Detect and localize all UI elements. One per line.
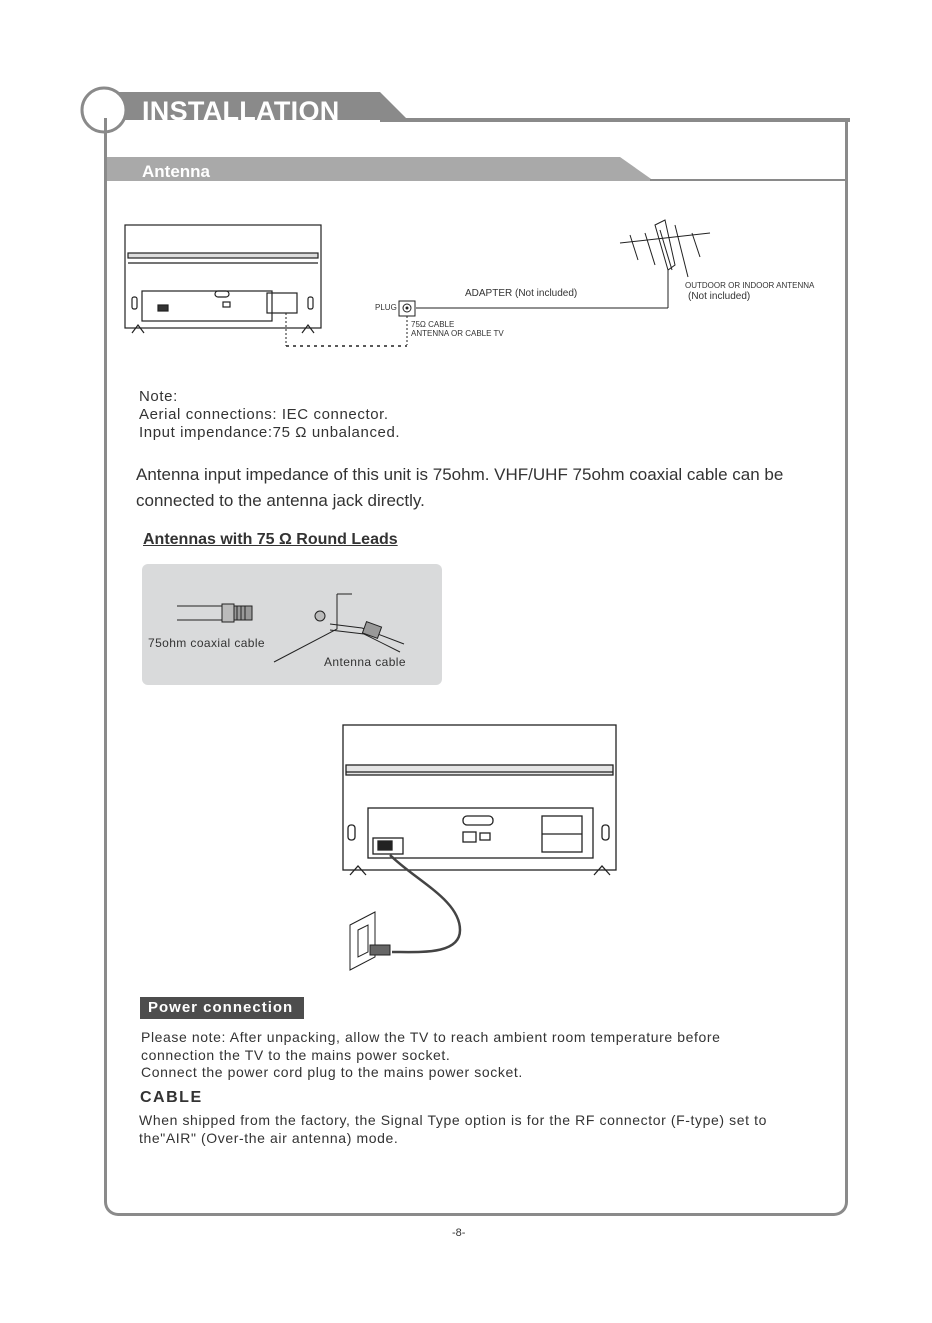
page-number: -8- [452, 1227, 466, 1239]
power-connection-diagram [330, 720, 630, 980]
coax-cable-icon [177, 604, 252, 622]
power-line-2: connection the TV to the mains power socket. [141, 1046, 451, 1063]
note-line-aerial: Aerial connections: IEC connector. [139, 406, 389, 423]
adapter-label: ADAPTER (Not included) [465, 288, 578, 299]
section-title: Antenna [142, 162, 210, 181]
cable-heading: CABLE [140, 1089, 203, 1106]
wall-socket-icon [350, 912, 390, 970]
cable-label-1: 75Ω CABLE [411, 320, 455, 329]
tv-back-power-icon [343, 725, 616, 875]
antenna-label-1: OUTDOOR OR INDOOR ANTENNA [685, 281, 815, 290]
coax-cable-label: 75ohm coaxial cable [148, 636, 266, 650]
antenna-label-2: (Not included) [688, 291, 751, 302]
cable-line-2: the"AIR" (Over-the air antenna) mode. [139, 1129, 399, 1146]
power-body [141, 1029, 841, 1082]
antenna-jack-icon [274, 594, 404, 662]
power-line-1: Please note: After unpacking, allow the TV to reach ambient room temperature before [141, 1029, 721, 1045]
note-line-impedance: Input impendance:75 Ω unbalanced. [139, 424, 401, 441]
cable-line-1: When shipped from the factory, the Signal Type option is for the RF connector (F-type) set to [139, 1112, 768, 1128]
cable-body [139, 1112, 839, 1147]
leads-title: Antennas with 75 Ω Round Leads [143, 531, 398, 548]
power-line-3: Connect the power cord plug to the mains power socket. [141, 1064, 523, 1080]
note-heading: Note: [139, 388, 178, 405]
impedance-paragraph: Antenna input impedance of this unit is 75ohm. VHF/UHF 75ohm coaxial cable can be connected to the antenna jack directly. [136, 465, 784, 510]
cable-label-2: ANTENNA OR CABLE TV [411, 329, 504, 338]
tv-back-icon [125, 225, 321, 333]
antenna-cable-label: Antenna cable [324, 655, 406, 669]
power-connection-heading: Power connection [140, 997, 304, 1019]
note-block [139, 388, 400, 442]
page-title: INSTALLATION [142, 96, 340, 126]
plug-label: PLUG [375, 303, 397, 312]
